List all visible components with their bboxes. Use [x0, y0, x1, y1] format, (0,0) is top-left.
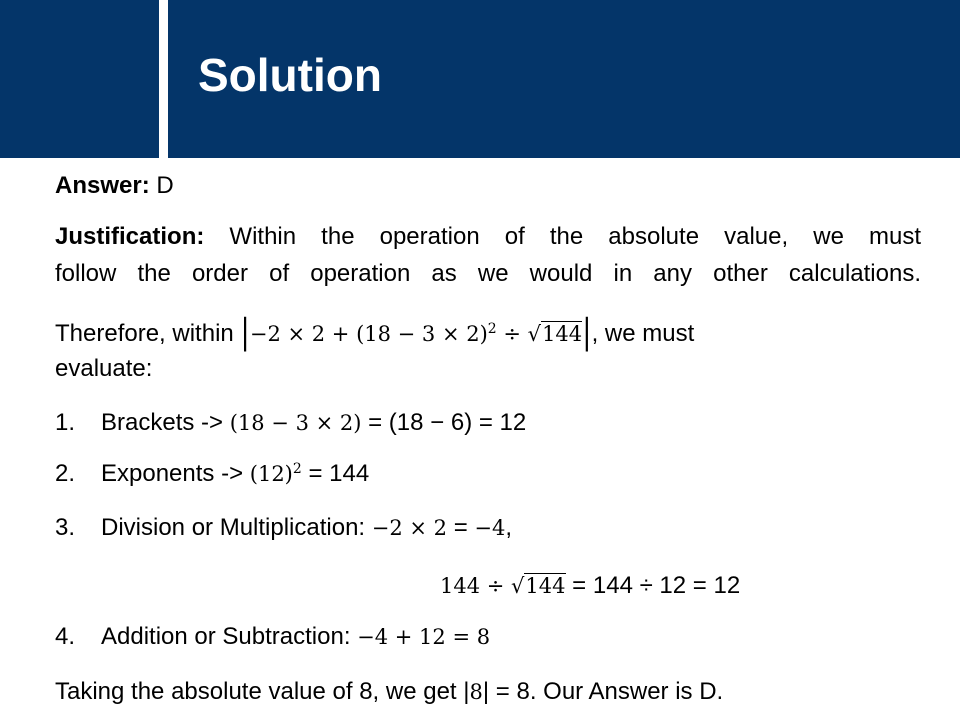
justification-label: Justification:: [55, 223, 205, 250]
step-math: (18 − 3 × 2): [229, 411, 362, 435]
header-band-left: [0, 0, 159, 158]
step-tail: ,: [505, 514, 513, 541]
answer-value: D: [156, 172, 174, 199]
step-math: −4 + 12 = 8: [357, 625, 491, 649]
step-math-result: −4: [474, 516, 506, 540]
abs-bar-left: |: [240, 310, 250, 352]
step-math: $(12)^2$: [249, 461, 302, 486]
page-title: Solution: [198, 49, 382, 101]
step-cont-result: = 144 ÷ 12 = 12: [565, 572, 741, 599]
therefore-suffix: , we must: [591, 320, 695, 347]
conclusion-math: 8: [469, 680, 483, 704]
justification-text-2: follow the order of operation as we would in any other calculations.: [55, 260, 921, 287]
conclusion-line: [55, 680, 723, 704]
step-result: = (18 − 6) = 12: [361, 409, 527, 436]
answer-label: Answer:: [55, 172, 150, 199]
step-result: = 144: [301, 460, 370, 487]
justification-text-1: Within the operation of the absolute value, we must: [229, 223, 921, 250]
answer-line: [55, 174, 174, 198]
step-number: 1.: [55, 409, 76, 436]
step-1: [55, 411, 526, 435]
step-eq: =: [447, 514, 475, 541]
step-number: 2.: [55, 460, 76, 487]
justification-line-1: [55, 225, 921, 249]
conclusion-suffix: | = 8. Our Answer is D.: [482, 678, 724, 705]
step-number: 3.: [55, 514, 76, 541]
step-4: [55, 625, 490, 649]
step-number: 4.: [55, 623, 76, 650]
justification-line-2: [55, 262, 921, 286]
therefore-prefix: Therefore, within: [55, 320, 234, 347]
step-3-continued: [440, 574, 740, 598]
conclusion-prefix: Taking the absolute value of 8, we get |: [55, 678, 470, 705]
step-math: −2 × 2: [371, 516, 448, 540]
abs-expression: $-2 \times 2 + (18 - 3 \times 2)^2 \div √144$: [249, 321, 583, 346]
therefore-evaluate: evaluate:: [55, 355, 153, 382]
abs-bar-right: |: [582, 310, 592, 352]
step-text: Exponents ->: [101, 460, 250, 487]
step-text: Brackets ->: [101, 409, 230, 436]
step-text: Addition or Subtraction:: [101, 623, 358, 650]
therefore-line: [55, 310, 695, 352]
therefore-line-2: [55, 357, 152, 381]
step-cont-math: 144 ÷ √144: [440, 574, 566, 598]
step-text: Division or Multiplication:: [101, 514, 372, 541]
step-2: [55, 462, 369, 486]
step-3: [55, 516, 512, 540]
